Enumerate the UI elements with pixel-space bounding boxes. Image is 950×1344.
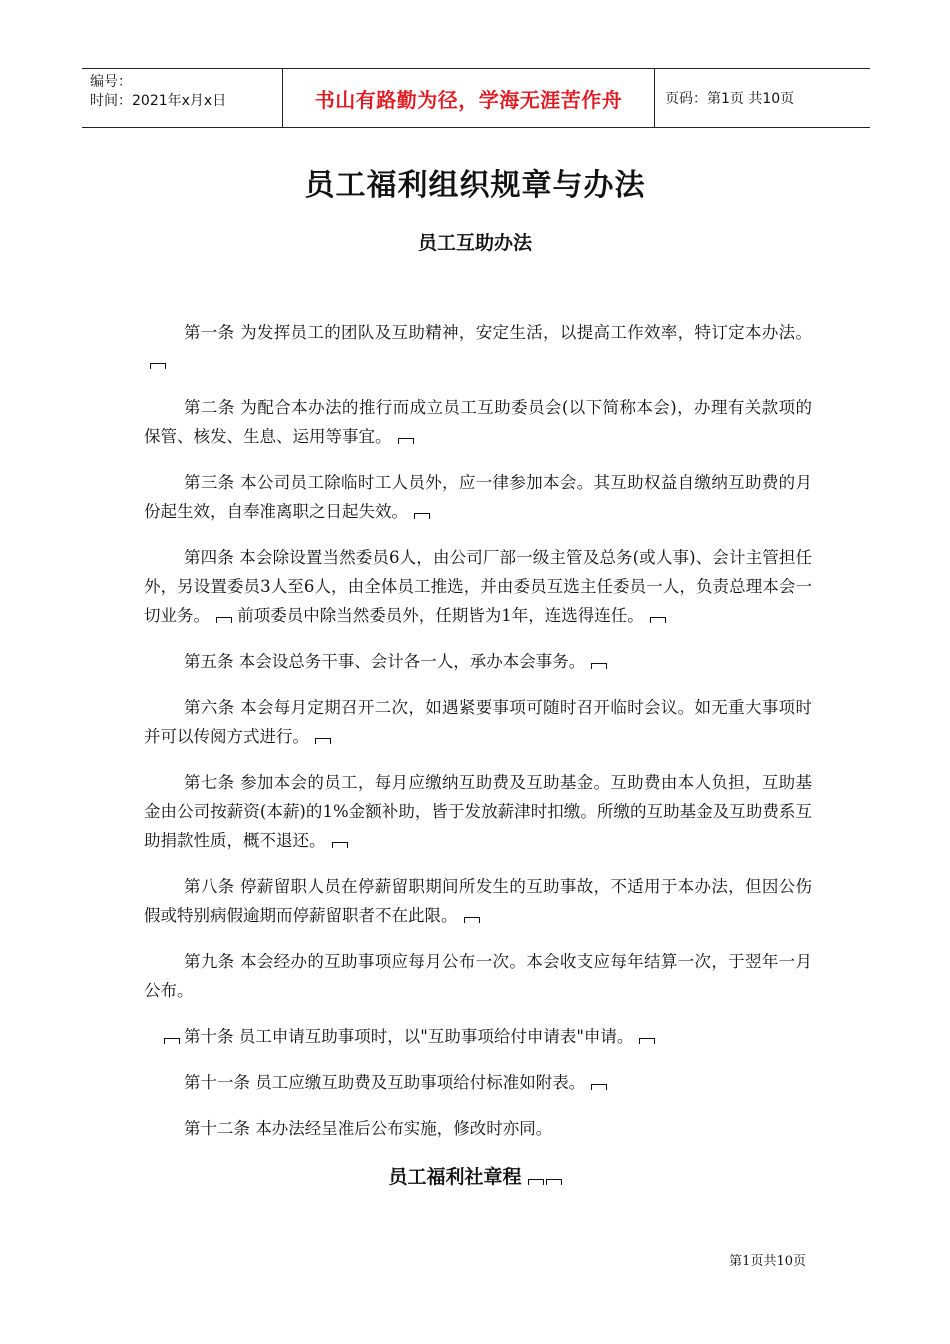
paragraph-mark-icon xyxy=(216,617,232,623)
header-meta xyxy=(82,69,282,127)
paragraph-mark-icon xyxy=(150,363,166,369)
paragraph-mark-icon xyxy=(464,917,480,923)
paragraph-mark-icon xyxy=(591,1084,607,1090)
article-12: 第十二条 本办法经呈准后公布实施，修改时亦同。 xyxy=(184,1119,553,1138)
article-4: 第四条 本会除设置当然委员6人，由公司厂部一级主管及总务(或人事)、会计主管担任外，另设置委员3人至6人，由全体员工推选，并由委员互选主任委员一人，负责总理本会一切业务。 前项委员中除当然委员外，任期皆为1年，连选得连任。 xyxy=(144,548,812,625)
paragraph-mark-icon xyxy=(315,738,331,744)
section-title-welfare-charter: 员工福利社章程 xyxy=(0,1162,950,1189)
article-3: 第三条 本公司员工除临时工人员外，应一律参加本会。其互助权益自缴纳互助费的月份起生效，自奉准离职之日起失效。 xyxy=(144,473,812,521)
paragraph-mark-icon xyxy=(650,617,666,623)
article-6: 第六条 本会每月定期召开二次，如遇紧要事项可随时召开临时会议。如无重大事项时并可以传阅方式进行。 xyxy=(144,698,812,746)
paragraph-mark-icon xyxy=(591,663,607,669)
paragraph-mark-icon xyxy=(332,842,348,848)
article-5: 第五条 本会设总务干事、会计各一人，承办本会事务。 xyxy=(144,647,812,676)
paragraph-mark-icon xyxy=(639,1038,655,1044)
article-9: 第九条 本会经办的互助事项应每月公布一次。本会收支应每年结算一次，于翌年一月公布。 xyxy=(144,952,812,1000)
article-list xyxy=(144,318,812,1160)
article-10: 第十条 员工申请互助事项时，以"互助事项给付申请表"申请。 xyxy=(144,1022,812,1051)
header-page-info: 页码：第1页 共10页 xyxy=(665,91,795,107)
document-title: 员工福利组织规章与办法 xyxy=(304,168,646,203)
paragraph-mark-icon xyxy=(528,1179,544,1185)
article-1: 第一条 为发挥员工的团队及互助精神，安定生活，以提高工作效率，特订定本办法。 xyxy=(144,318,812,376)
header-table xyxy=(82,68,870,128)
page-footer: 第1页共10页 xyxy=(729,1254,806,1269)
paragraph-mark-icon xyxy=(414,513,430,519)
article-8: 第八条 停薪留职人员在停薪留职期间所发生的互助事故，不适用于本办法，但因公伤假或特别病假逾期而停薪留职者不在此限。 xyxy=(144,877,812,925)
section-title-mutual-aid: 员工互助办法 xyxy=(417,232,532,254)
article-7: 第七条 参加本会的员工，每月应缴纳互助费及互助基金。互助费由本人负担，互助基金由公司按薪资(本薪)的1%金额补助，皆于发放薪津时扣缴。所缴的互助基金及互助费系互助捐款性质，概不退还。 xyxy=(144,773,812,850)
article-2: 第二条 为配合本办法的推行而成立员工互助委员会(以下简称本会)，办理有关款项的保管、核发、生息、运用等事宜。 xyxy=(144,398,812,446)
header-motto: 书山有路勤为径，学海无涯苦作舟 xyxy=(282,69,655,127)
paragraph-mark-icon xyxy=(164,1038,180,1044)
number-label: 编号： xyxy=(90,74,132,90)
time-label: 时间：2021年x月x日 xyxy=(90,93,227,109)
article-11: 第十一条 员工应缴互助费及互助事项给付标准如附表。 xyxy=(144,1068,812,1097)
paragraph-mark-icon xyxy=(398,438,414,444)
paragraph-mark-icon xyxy=(546,1179,562,1185)
